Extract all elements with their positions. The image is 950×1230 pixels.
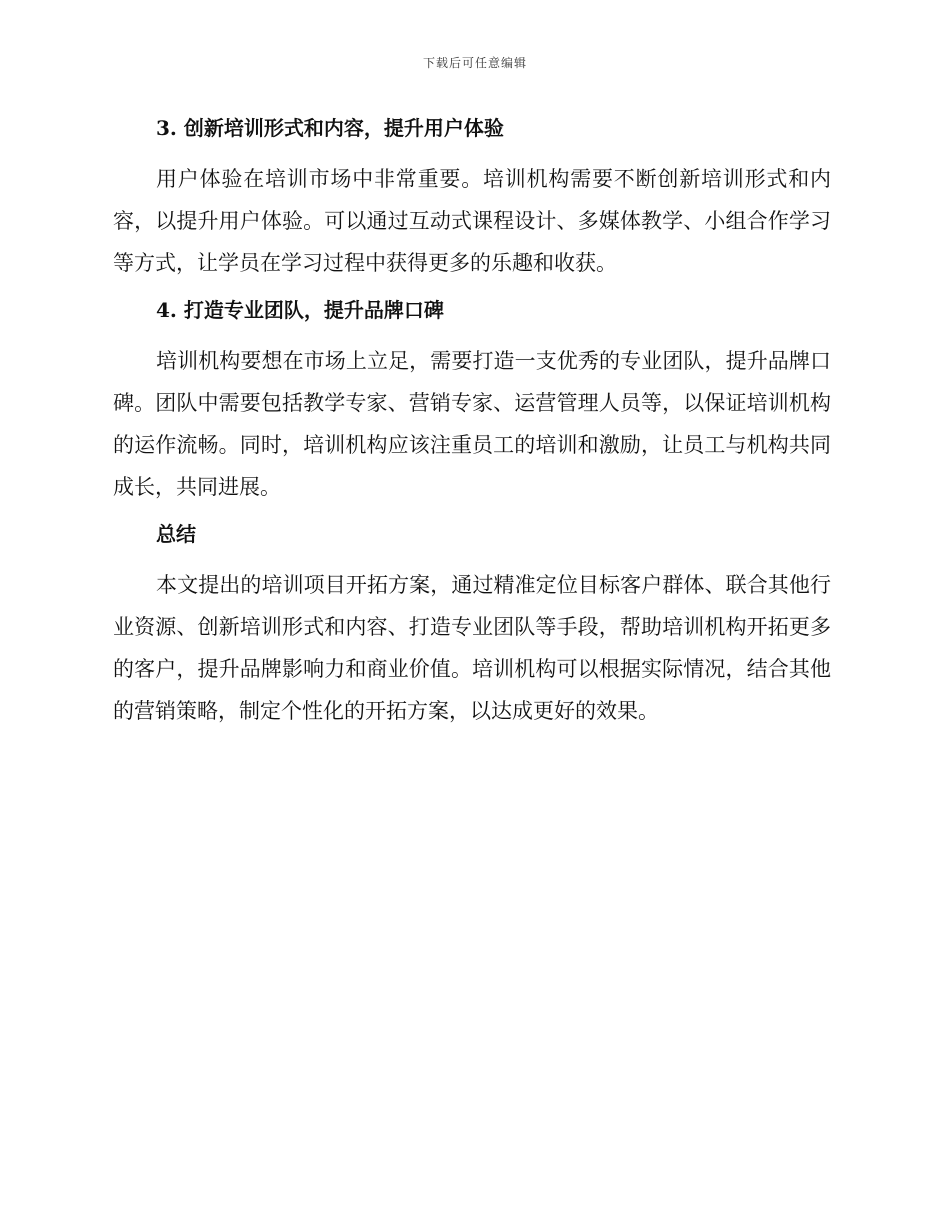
section-heading: 总结 [156, 522, 196, 546]
section-professional-team [113, 292, 831, 508]
document-body [113, 110, 831, 732]
section-heading: 3. 创新培训形式和内容，提升用户体验 [156, 116, 504, 140]
section-summary [113, 516, 831, 732]
section-paragraph: 培训机构要想在市场上立足，需要打造一支优秀的专业团队，提升品牌口碑。团队中需要包括教学专家、营销专家、运营管理人员等，以保证培训机构的运作流畅。同时，培训机构应该注重员工的培训和激励，让员工与机构共同成长，共同进展。 [113, 349, 831, 499]
section-heading: 4. 打造专业团队，提升品牌口碑 [156, 298, 444, 322]
section-paragraph: 本文提出的培训项目开拓方案，通过精准定位目标客户群体、联合其他行业资源、创新培训形式和内容、打造专业团队等手段，帮助培训机构开拓更多的客户，提升品牌影响力和商业价值。培训机构可以根据实际情况，结合其他的营销策略，制定个性化的开拓方案，以达成更好的效果。 [113, 573, 831, 723]
section-innovate-training [113, 110, 831, 284]
header-note: 下载后可任意编辑 [422, 56, 527, 70]
section-paragraph: 用户体验在培训市场中非常重要。培训机构需要不断创新培训形式和内容，以提升用户体验。可以通过互动式课程设计、多媒体教学、小组合作学习等方式，让学员在学习过程中获得更多的乐趣和收获。 [113, 167, 831, 275]
